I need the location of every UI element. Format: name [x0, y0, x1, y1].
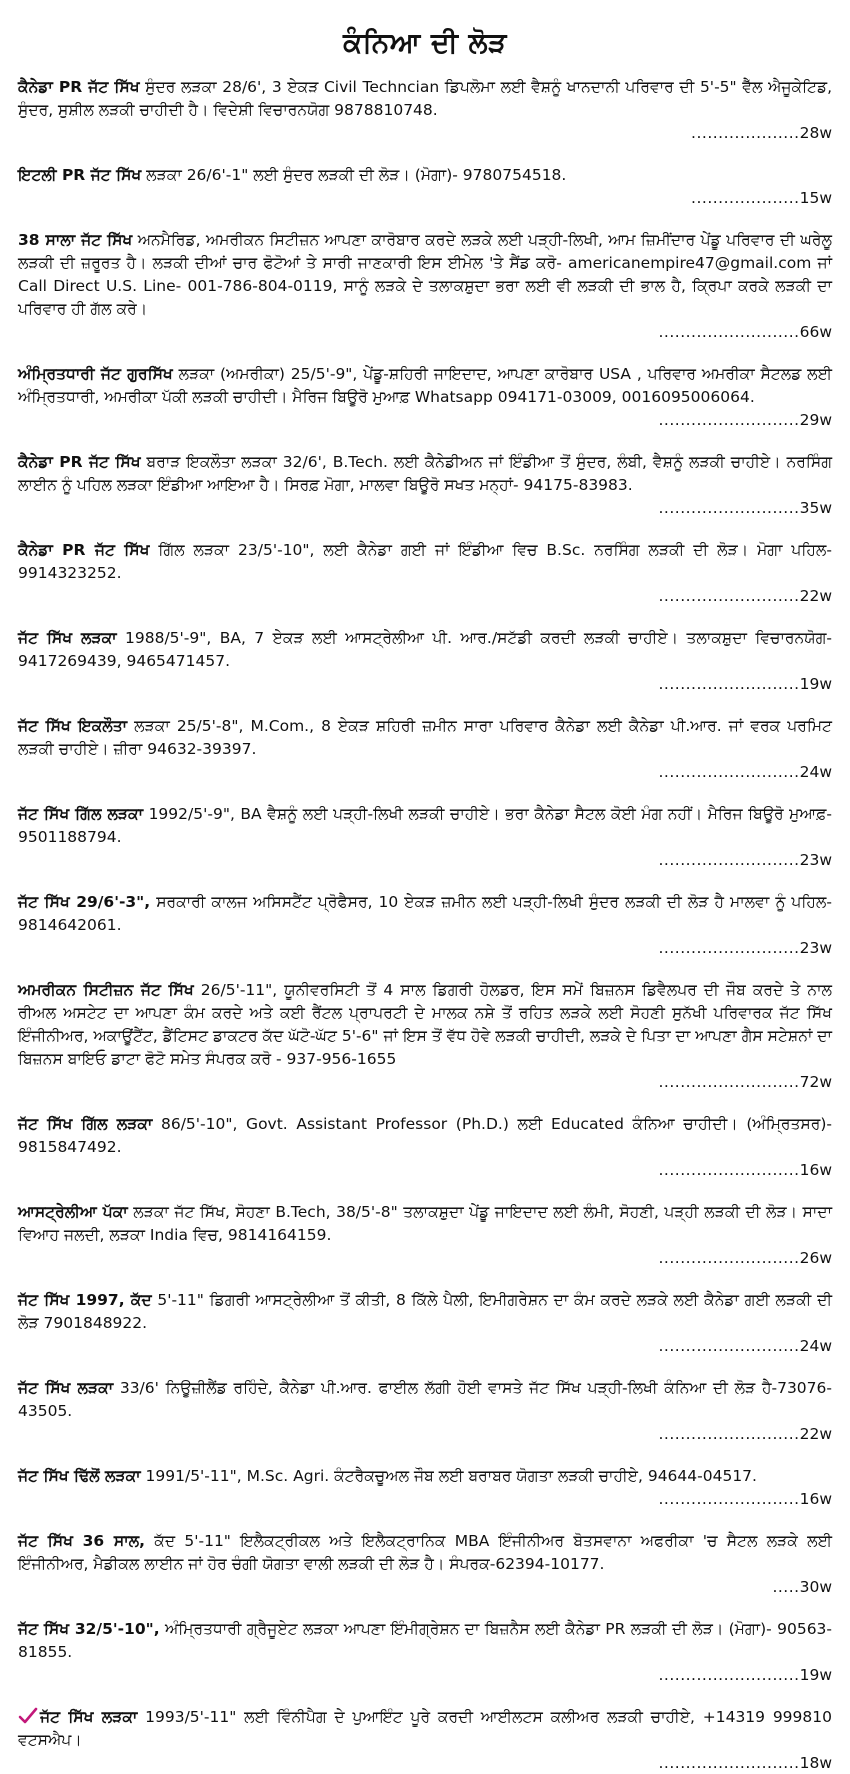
ad-text — [18, 1465, 832, 1488]
classified-ad — [18, 891, 832, 959]
dot-leader: .......................... — [658, 1337, 800, 1355]
ad-code: 22w — [799, 587, 832, 605]
ad-text — [18, 1289, 832, 1335]
ad-text — [18, 803, 832, 849]
ad-heading: ਜੱਟ ਸਿੱਖ ਲੜਕਾ — [40, 1708, 138, 1726]
ad-body: ਕੱਦ 5'-11" ਇਲੈਕਟ੍ਰੀਕਲ ਅਤੇ ਇਲੈਕਟ੍ਰਾਨਿਕ MBA ਇੰਜੀਨੀਅਰ ਬੋਤਸਵਾਨਾ ਅਫਰੀਕਾ 'ਚ ਸੈਟਲ ਲੜਕੇ ਲਈ ਇੰਜੀਨੀਅਰ, ਮੈਡੀਕਲ ਲਾਈਨ ਜਾਂ ਹੋਰ ਚੰਗੀ ਯੋਗਤਾ ਵਾਲੀ ਲੜਕੀ ਦੀ ਲੋੜ ਹੈ। ਸੰਪਰਕ-62394-10177. — [18, 1532, 832, 1573]
ad-body: ਅਨਮੈਰਿਡ, ਅਮਰੀਕਨ ਸਿਟੀਜ਼ਨ ਆਪਣਾ ਕਾਰੋਬਾਰ ਕਰਦੇ ਲੜਕੇ ਲਈ ਪੜ੍ਹੀ-ਲਿਖੀ, ਆਮ ਜ਼ਿਮੀਂਦਾਰ ਪੇਂਡੂ ਪਰਿਵਾਰ ਦੀ ਘਰੇਲੂ ਲੜਕੀ ਦੀ ਜ਼ਰੂਰਤ ਹੈ। ਲੜਕੀ ਦੀਆਂ ਚਾਰ ਫੋਟੋਆਂ ਤੇ ਸਾਰੀ ਜਾਣਕਾਰੀ ਇਸ ਈਮੇਲ 'ਤੇ ਸੈਂਡ ਕਰੋ- americanempire47@gmail.com ਜਾਂ Call Direct U.S. Line- 001-786-804-0119, ਸਾਨੂੰ ਲੜਕੇ ਦੇ ਤਲਾਕਸ਼ੁਦਾ ਭਰਾ ਲਈ ਵੀ ਲੜਕੀ ਦੀ ਭਾਲ ਹੈ, ਕ੍ਰਿਪਾ ਕਰਕੇ ਲੜਕੀ ਦਾ ਪਰਿਵਾਰ ਹੀ ਗੱਲ ਕਰੇ। — [18, 231, 833, 318]
ad-code: 19w — [799, 1666, 832, 1684]
classified-ad — [18, 539, 832, 607]
ad-heading: ਜੱਟ ਸਿੱਖ ਢਿੱਲੋਂ ਲੜਕਾ — [18, 1467, 141, 1485]
ad-text — [18, 891, 832, 937]
ad-text — [18, 979, 832, 1071]
dot-leader: .......................... — [658, 1249, 800, 1267]
ad-text — [18, 451, 832, 497]
ad-code-line — [18, 585, 832, 607]
classified-ad — [18, 1113, 832, 1181]
ad-text — [18, 363, 832, 409]
ad-body: ਲੜਕਾ (ਅਮਰੀਕਾ) 25/5'-9", ਪੇਂਡੂ-ਸ਼ਹਿਰੀ ਜਾਇਦਾਦ, ਆਪਣਾ ਕਾਰੋਬਾਰ USA , ਪਰਿਵਾਰ ਅਮਰੀਕਾ ਸੈਟਲਡ ਲਈ ਅੰਮ੍ਰਿਤਧਾਰੀ, ਅਮਰੀਕਾ ਪੱਕੀ ਲੜਕੀ ਚਾਹੀਦੀ। ਮੈਰਿਜ ਬਿਊਰੋ ਮੁਆਫ਼ Whatsapp 094171-03009, 0016095006064. — [18, 365, 832, 406]
ad-text — [18, 715, 832, 761]
ad-text — [18, 1706, 832, 1752]
ad-heading: ਜੱਟ ਸਿੱਖ 36 ਸਾਲ, — [18, 1532, 146, 1550]
classified-ad — [18, 1618, 832, 1686]
ad-text — [18, 1530, 832, 1576]
dot-leader: .......................... — [658, 763, 800, 781]
ad-code: 16w — [799, 1161, 832, 1179]
ad-code: 72w — [799, 1073, 832, 1091]
ad-text — [18, 1377, 832, 1423]
ad-code-line — [18, 1488, 832, 1510]
dot-leader: .......................... — [658, 1666, 800, 1684]
classified-ad — [18, 1530, 832, 1598]
ad-code: 66w — [799, 323, 832, 341]
ad-body: 86/5'-10", Govt. Assistant Professor (Ph.D.) ਲਈ Educated ਕੰਨਿਆ ਚਾਹੀਦੀ। (ਅੰਮ੍ਰਿਤਸਰ)- 9815847492. — [18, 1115, 833, 1156]
classified-ad — [18, 164, 832, 209]
page-title: ਕੰਨਿਆ ਦੀ ਲੋੜ — [343, 26, 507, 59]
ad-code: 22w — [799, 1425, 832, 1443]
ad-heading: ਜੱਟ ਸਿੱਖ ਲੜਕਾ — [18, 629, 117, 647]
ad-code-line — [18, 937, 832, 959]
ad-code: 24w — [799, 1337, 832, 1355]
dot-leader: .......................... — [658, 587, 800, 605]
ad-body: 1991/5'-11", M.Sc. Agri. ਕੰਟਰੈਕਚੂਅਲ ਜੌਬ ਲਈ ਬਰਾਬਰ ਯੋਗਤਾ ਲੜਕੀ ਚਾਹੀਏ, 94644-04517. — [140, 1467, 757, 1485]
ad-code: 18w — [799, 1754, 832, 1772]
ad-body: 33/6' ਨਿਊਜ਼ੀਲੈਂਡ ਰਹਿੰਦੇ, ਕੈਨੇਡਾ ਪੀ.ਆਰ. ਫਾਈਲ ਲੱਗੀ ਹੋਈ ਵਾਸਤੇ ਜੱਟ ਸਿੱਖ ਪੜ੍ਹੀ-ਲਿਖੀ ਕੰਨਿਆ ਦੀ ਲੋੜ ਹੈ-73076-43505. — [18, 1379, 832, 1420]
dot-leader: .......................... — [658, 939, 800, 957]
ad-heading: ਜੱਟ ਸਿੱਖ 29/6'-3", — [18, 893, 151, 911]
ad-code-line — [18, 1423, 832, 1445]
ad-body: ਲੜਕਾ ਜੱਟ ਸਿੱਖ, ਸੋਹਣਾ B.Tech, 38/5'-8" ਤਲਾਕਸ਼ੁਦਾ ਪੇਂਡੂ ਜਾਇਦਾਦ ਲਈ ਲੰਮੀ, ਸੋਹਣੀ, ਪੜ੍ਹੀ ਲੜਕੀ ਦੀ ਲੋੜ। ਸਾਦਾ ਵਿਆਹ ਜਲਦੀ, ਲੜਕਾ India ਵਿਚ, 9814164159. — [18, 1203, 833, 1244]
ad-code-line — [18, 1664, 832, 1686]
dot-leader: .................... — [691, 124, 800, 142]
dot-leader: .......................... — [658, 851, 800, 869]
classified-ad — [18, 1201, 832, 1269]
ad-code: 16w — [799, 1490, 832, 1508]
ad-text — [18, 76, 832, 122]
ad-body: 5'-11" ਡਿਗਰੀ ਆਸਟ੍ਰੇਲੀਆ ਤੋਂ ਕੀਤੀ, 8 ਕਿੱਲੇ ਪੈਲੀ, ਇਮੀਗਰੇਸ਼ਨ ਦਾ ਕੰਮ ਕਰਦੇ ਲੜਕੇ ਲਈ ਕੈਨੇਡਾ ਗਈ ਲੜਕੀ ਦੀ ਲੋੜ 7901848922. — [18, 1291, 832, 1332]
ad-code: 35w — [799, 499, 832, 517]
dot-leader: .......................... — [658, 1754, 800, 1772]
ad-code: 30w — [799, 1578, 832, 1596]
ad-code-line — [18, 409, 832, 431]
dot-leader: ..... — [772, 1578, 800, 1596]
ad-code: 23w — [799, 851, 832, 869]
classified-ad — [18, 76, 832, 144]
ad-text — [18, 1618, 832, 1664]
ad-code: 19w — [799, 675, 832, 693]
ad-text — [18, 1201, 832, 1247]
ad-body: 26/5'-11", ਯੂਨੀਵਰਸਿਟੀ ਤੋਂ 4 ਸਾਲ ਡਿਗਰੀ ਹੋਲਡਰ, ਇਸ ਸਮੇਂ ਬਿਜ਼ਨਸ ਡਿਵੈਲਪਰ ਦੀ ਜੌਬ ਕਰਦੇ ਤੇ ਨਾਲ ਰੀਅਲ ਅਸਟੇਟ ਦਾ ਆਪਣਾ ਕੰਮ ਕਰਦੇ ਅਤੇ ਕਈ ਰੈਂਟਲ ਪ੍ਰਾਪਰਟੀ ਦੇ ਮਾਲਕ ਨਸ਼ੇ ਤੋਂ ਰਹਿਤ ਲੜਕੇ ਲਈ ਸੋਹਣੀ ਸੁਨੱਖੀ ਪਰਿਵਾਰਕ ਜੱਟ ਸਿੱਖ ਇੰਜੀਨੀਅਰ, ਅਕਾਊਂਟੈਂਟ, ਡੈਂਟਿਸਟ ਡਾਕਟਰ ਕੱਦ ਘੱਟੋ-ਘੱਟ 5'-6" ਜਾਂ ਇਸ ਤੋਂ ਵੱਧ ਹੋਵੇ ਲੜਕੀ ਚਾਹੀਦੀ, ਲੜਕੇ ਦੇ ਪਿਤਾ ਦਾ ਆਪਣਾ ਗੈਸ ਸਟੇਸ਼ਨਾਂ ਦਾ ਬਿਜ਼ਨਸ ਬਾਇਓ ਡਾਟਾ ਫੋਟੋ ਸਮੇਤ ਸੰਪਰਕ ਕਰੋ - 937-956-1655 — [18, 981, 832, 1068]
ad-text — [18, 627, 832, 673]
ad-heading: 38 ਸਾਲਾ ਜੱਟ ਸਿੱਖ — [18, 231, 133, 249]
ad-heading: ਆਸਟ੍ਰੇਲੀਆ ਪੱਕਾ — [18, 1203, 128, 1221]
dot-leader: .......................... — [658, 411, 800, 429]
ad-text — [18, 539, 832, 585]
ad-code: 15w — [799, 189, 832, 207]
classified-ad — [18, 1377, 832, 1445]
ad-heading: ਕੈਨੇਡਾ PR ਜੱਟ ਸਿੱਖ — [18, 541, 150, 559]
ad-body: 1992/5'-9", BA ਵੈਸ਼ਨੂੰ ਲਈ ਪੜ੍ਹੀ-ਲਿਖੀ ਲੜਕੀ ਚਾਹੀਏ। ਭਰਾ ਕੈਨੇਡਾ ਸੈਟਲ ਕੋਈ ਮੰਗ ਨਹੀਂ। ਮੈਰਿਜ ਬਿਊਰੋ ਮੁਆਫ਼- 9501188794. — [18, 805, 832, 846]
ads-list — [18, 76, 832, 1774]
ad-heading: ਕੈਨੇਡਾ PR ਜੱਟ ਸਿੱਖ — [18, 78, 140, 96]
ad-heading: ਅੰਮ੍ਰਿਤਧਾਰੀ ਜੱਟ ਗੁਰਸਿੱਖ — [18, 365, 173, 383]
dot-leader: .......................... — [658, 675, 800, 693]
dot-leader: .......................... — [658, 1161, 800, 1179]
ad-code-line — [18, 1247, 832, 1269]
ad-body: ਸੁੰਦਰ ਲੜਕਾ 28/6', 3 ਏਕੜ Civil Techncian ਡਿਪਲੋਮਾ ਲਈ ਵੈਸ਼ਨੂੰ ਖਾਨਦਾਨੀ ਪਰਿਵਾਰ ਦੀ 5'-5" ਵੈੱਲ ਐਜੂਕੇਟਿਡ, ਸੁੰਦਰ, ਸੁਸ਼ੀਲ ਲੜਕੀ ਚਾਹੀਦੀ ਹੈ। ਵਿਦੇਸ਼ੀ ਵਿਚਾਰਨਯੋਗ 9878810748. — [18, 78, 832, 119]
ad-body: ਲੜਕਾ 26/6'-1" ਲਈ ਸੁੰਦਰ ਲੜਕੀ ਦੀ ਲੋੜ। (ਮੋਗਾ)- 9780754518. — [141, 166, 567, 184]
dot-leader: .......................... — [658, 499, 800, 517]
ad-heading: ਜੱਟ ਸਿੱਖ ਗਿੱਲ ਲੜਕਾ — [18, 805, 144, 823]
ad-heading: ਕੈਨੇਡਾ PR ਜੱਟ ਸਿੱਖ — [18, 453, 141, 471]
ad-text — [18, 229, 832, 321]
ad-code: 26w — [799, 1249, 832, 1267]
ad-text — [18, 164, 832, 187]
classified-ad — [18, 803, 832, 871]
ad-body: ਬਰਾੜ ਇਕਲੌਤਾ ਲੜਕਾ 32/6', B.Tech. ਲਈ ਕੈਨੇਡੀਅਨ ਜਾਂ ਇੰਡੀਆ ਤੋਂ ਸੁੰਦਰ, ਲੰਬੀ, ਵੈਸ਼ਨੂੰ ਲੜਕੀ ਚਾਹੀਏ। ਨਰਸਿੰਗ ਲਾਈਨ ਨੂੰ ਪਹਿਲ ਲੜਕਾ ਇੰਡੀਆ ਆਇਆ ਹੈ। ਸਿਰਫ਼ ਮੋਗਾ, ਮਾਲਵਾ ਬਿਊਰੋ ਸਖਤ ਮਨ੍ਹਾਂ- 94175-83983. — [18, 453, 832, 494]
ad-heading: ਇਟਲੀ PR ਜੱਟ ਸਿੱਖ — [18, 166, 142, 184]
ad-body: 1993/5'-11" ਲਈ ਵਿੰਨੀਪੈਗ ਦੇ ਪੁਆਇੰਟ ਪੂਰੇ ਕਰਦੀ ਆਈਲਟਸ ਕਲੀਅਰ ਲੜਕੀ ਚਾਹੀਏ, +14319 999810 ਵਟਸਐਪ। — [18, 1708, 832, 1749]
ad-code-line — [18, 1335, 832, 1357]
ad-heading: ਅਮਰੀਕਨ ਸਿਟੀਜ਼ਨ ਜੱਟ ਸਿੱਖ — [18, 981, 194, 999]
ad-code: 23w — [799, 939, 832, 957]
ad-code-line — [18, 321, 832, 343]
ad-heading: ਜੱਟ ਸਿੱਖ 32/5'-10", — [18, 1620, 160, 1638]
ad-code: 28w — [799, 124, 832, 142]
classified-ad — [18, 363, 832, 431]
ad-body: ਗਿੱਲ ਲੜਕਾ 23/5'-10", ਲਈ ਕੈਨੇਡਾ ਗਈ ਜਾਂ ਇੰਡੀਆ ਵਿਚ B.Sc. ਨਰਸਿੰਗ ਲੜਕੀ ਦੀ ਲੋੜ। ਮੋਗਾ ਪਹਿਲ- 9914323252. — [18, 541, 832, 582]
ad-code: 29w — [799, 411, 832, 429]
ad-code-line — [18, 122, 832, 144]
classified-ad — [18, 1289, 832, 1357]
ad-code-line — [18, 1752, 832, 1774]
ad-code-line — [18, 1071, 832, 1093]
ad-code-line — [18, 761, 832, 783]
dot-leader: .......................... — [658, 1425, 800, 1443]
ad-code-line — [18, 849, 832, 871]
ad-code-line — [18, 1576, 832, 1598]
classified-ad — [18, 979, 832, 1093]
ad-code-line — [18, 187, 832, 209]
ad-body: ਲੜਕਾ 25/5'-8", M.Com., 8 ਏਕੜ ਸ਼ਹਿਰੀ ਜ਼ਮੀਨ ਸਾਰਾ ਪਰਿਵਾਰ ਕੈਨੇਡਾ ਲਈ ਕੈਨੇਡਾ ਪੀ.ਆਰ. ਜਾਂ ਵਰਕ ਪਰਮਿਟ ਲੜਕੀ ਚਾਹੀਏ। ਜ਼ੀਰਾ 94632-39397. — [18, 717, 832, 758]
ad-heading: ਜੱਟ ਸਿੱਖ ਲੜਕਾ — [18, 1379, 114, 1397]
dot-leader: .......................... — [658, 1073, 800, 1091]
ad-heading: ਜੱਟ ਸਿੱਖ ਗਿੱਲ ਲੜਕਾ — [18, 1115, 153, 1133]
ad-text — [18, 1113, 832, 1159]
ad-heading: ਜੱਟ ਸਿੱਖ ਇਕਲੌਤਾ — [18, 717, 128, 735]
ad-body: 1988/5'-9", BA, 7 ਏਕੜ ਲਈ ਆਸਟ੍ਰੇਲੀਆ ਪੀ. ਆਰ./ਸਟੱਡੀ ਕਰਦੀ ਲੜਕੀ ਚਾਹੀਏ। ਤਲਾਕਸ਼ੁਦਾ ਵਿਚਾਰਨਯੋਗ- 9417269439, 9465471457. — [18, 629, 832, 670]
dot-leader: .................... — [691, 189, 800, 207]
classified-ad — [18, 1706, 832, 1774]
classified-ad — [18, 1465, 832, 1510]
classified-ad — [18, 451, 832, 519]
ad-code: 24w — [799, 763, 832, 781]
ad-code-line — [18, 1159, 832, 1181]
ad-heading: ਜੱਟ ਸਿੱਖ 1997, ਕੱਦ — [18, 1291, 152, 1309]
classified-ad — [18, 627, 832, 695]
checkmark-icon — [18, 1707, 38, 1725]
ad-code-line — [18, 673, 832, 695]
dot-leader: .......................... — [658, 1490, 800, 1508]
dot-leader: .......................... — [658, 323, 800, 341]
ad-body: ਸਰਕਾਰੀ ਕਾਲਜ ਅਸਿਸਟੈਂਟ ਪ੍ਰੋਫੈਸਰ, 10 ਏਕੜ ਜ਼ਮੀਨ ਲਈ ਪੜ੍ਹੀ-ਲਿਖੀ ਸੁੰਦਰ ਲੜਕੀ ਦੀ ਲੋੜ ਹੈ ਮਾਲਵਾ ਨੂੰ ਪਹਿਲ- 9814642061. — [18, 893, 833, 934]
ad-body: ਅੰਮ੍ਰਿਤਧਾਰੀ ਗ੍ਰੈਜੂਏਟ ਲੜਕਾ ਆਪਣਾ ਇੰਮੀਗ੍ਰੇਸ਼ਨ ਦਾ ਬਿਜ਼ਨੈਸ ਲਈ ਕੈਨੇਡਾ PR ਲੜਕੀ ਦੀ ਲੋੜ। (ਮੋਗਾ)- 90563-81855. — [18, 1620, 833, 1661]
ad-code-line — [18, 497, 832, 519]
classified-ad — [18, 715, 832, 783]
classified-ad — [18, 229, 832, 343]
